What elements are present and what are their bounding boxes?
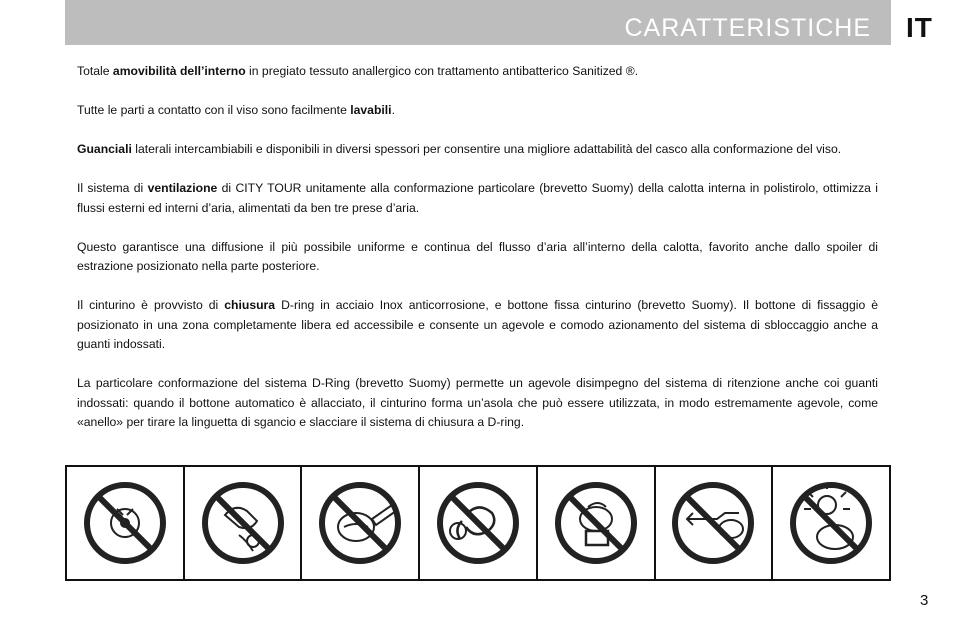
- icon-cell: [773, 467, 889, 579]
- feature-description: [77, 62, 878, 452]
- bold-text: ventilazione: [147, 181, 218, 195]
- paragraph: [77, 374, 878, 433]
- no-chemicals-icon: [195, 475, 291, 571]
- language-code: IT: [906, 12, 933, 43]
- icon-cell: [67, 467, 185, 579]
- text-run: laterali intercambiabili e disponibili in diversi spessori per consentire una migliore adattabilità del casco alla conformazione del viso.: [131, 142, 842, 156]
- no-drop-icon: [548, 475, 644, 571]
- header-bar: [65, 0, 891, 45]
- section-title: CARATTERISTICHE: [624, 14, 871, 42]
- bold-text: amovibilità dell’interno: [112, 64, 246, 78]
- paragraph: [77, 179, 878, 218]
- icon-cell: [302, 467, 420, 579]
- bold-text: lavabili: [350, 103, 392, 117]
- text-run: di CITY TOUR unitamente alla conformazione particolare (brevetto Suomy) della calotta interna in polistirolo, ottimizza i flussi esterni ed interni d’aria, alimentati da ben tre prese d’aria.: [77, 181, 878, 215]
- icon-cell: [185, 467, 303, 579]
- paragraph: [77, 140, 878, 160]
- text-run: Tutte le parti a contatto con il viso sono facilmente: [77, 103, 351, 117]
- no-sun-exposure-icon: [783, 475, 879, 571]
- paragraph: [77, 62, 878, 82]
- icon-cell: [656, 467, 774, 579]
- icon-cell: [538, 467, 656, 579]
- text-run: La particolare conformazione del sistema D-Ring (brevetto Suomy) permette un agevole disimpegno del sistema di ritenzione anche coi guanti indossati: quando il bottone automatico è allacciato, il cinturino forma un’asola che può essere utilizzata, in modo estremamente agevole, come «anello» per tirare la linguetta di sgancio e slacciare il sistema di chiusura a D-ring.: [77, 376, 878, 429]
- text-run: Il cinturino è provvisto di: [77, 298, 225, 312]
- paragraph: [77, 296, 878, 355]
- icon-cell: [420, 467, 538, 579]
- text-run: Totale: [77, 64, 113, 78]
- text-run: D-ring in acciaio Inox anticorrosione, e bottone fissa cinturino (brevetto Suomy). Il bottone di fissaggio è posizionato in una zona completamente libera ed accessibile e consente un agevole e comodo azionamento del sistema di sbloccaggio anche a guanti indossati.: [77, 298, 879, 351]
- text-run: .: [391, 103, 395, 117]
- page-number: 3: [920, 592, 929, 609]
- bold-text: Guanciali: [77, 142, 132, 156]
- paragraph: [77, 101, 878, 121]
- bold-text: chiusura: [224, 298, 276, 312]
- no-heat-gun-icon: [665, 475, 761, 571]
- paragraph: [77, 238, 878, 277]
- warning-icons-strip: [65, 465, 891, 581]
- no-hanging-icon: [430, 475, 526, 571]
- text-run: in pregiato tessuto anallergico con trattamento antibatterico Sanitized ®.: [245, 64, 639, 78]
- text-run: Il sistema di: [77, 181, 148, 195]
- no-tampering-icon: [77, 475, 173, 571]
- no-paint-icon: [312, 475, 408, 571]
- text-run: Questo garantisce una diffusione il più possibile uniforme e continua del flusso d’aria all’interno della calotta, favorito anche dallo spoiler di estrazione posizionato nella parte posteriore.: [77, 239, 878, 273]
